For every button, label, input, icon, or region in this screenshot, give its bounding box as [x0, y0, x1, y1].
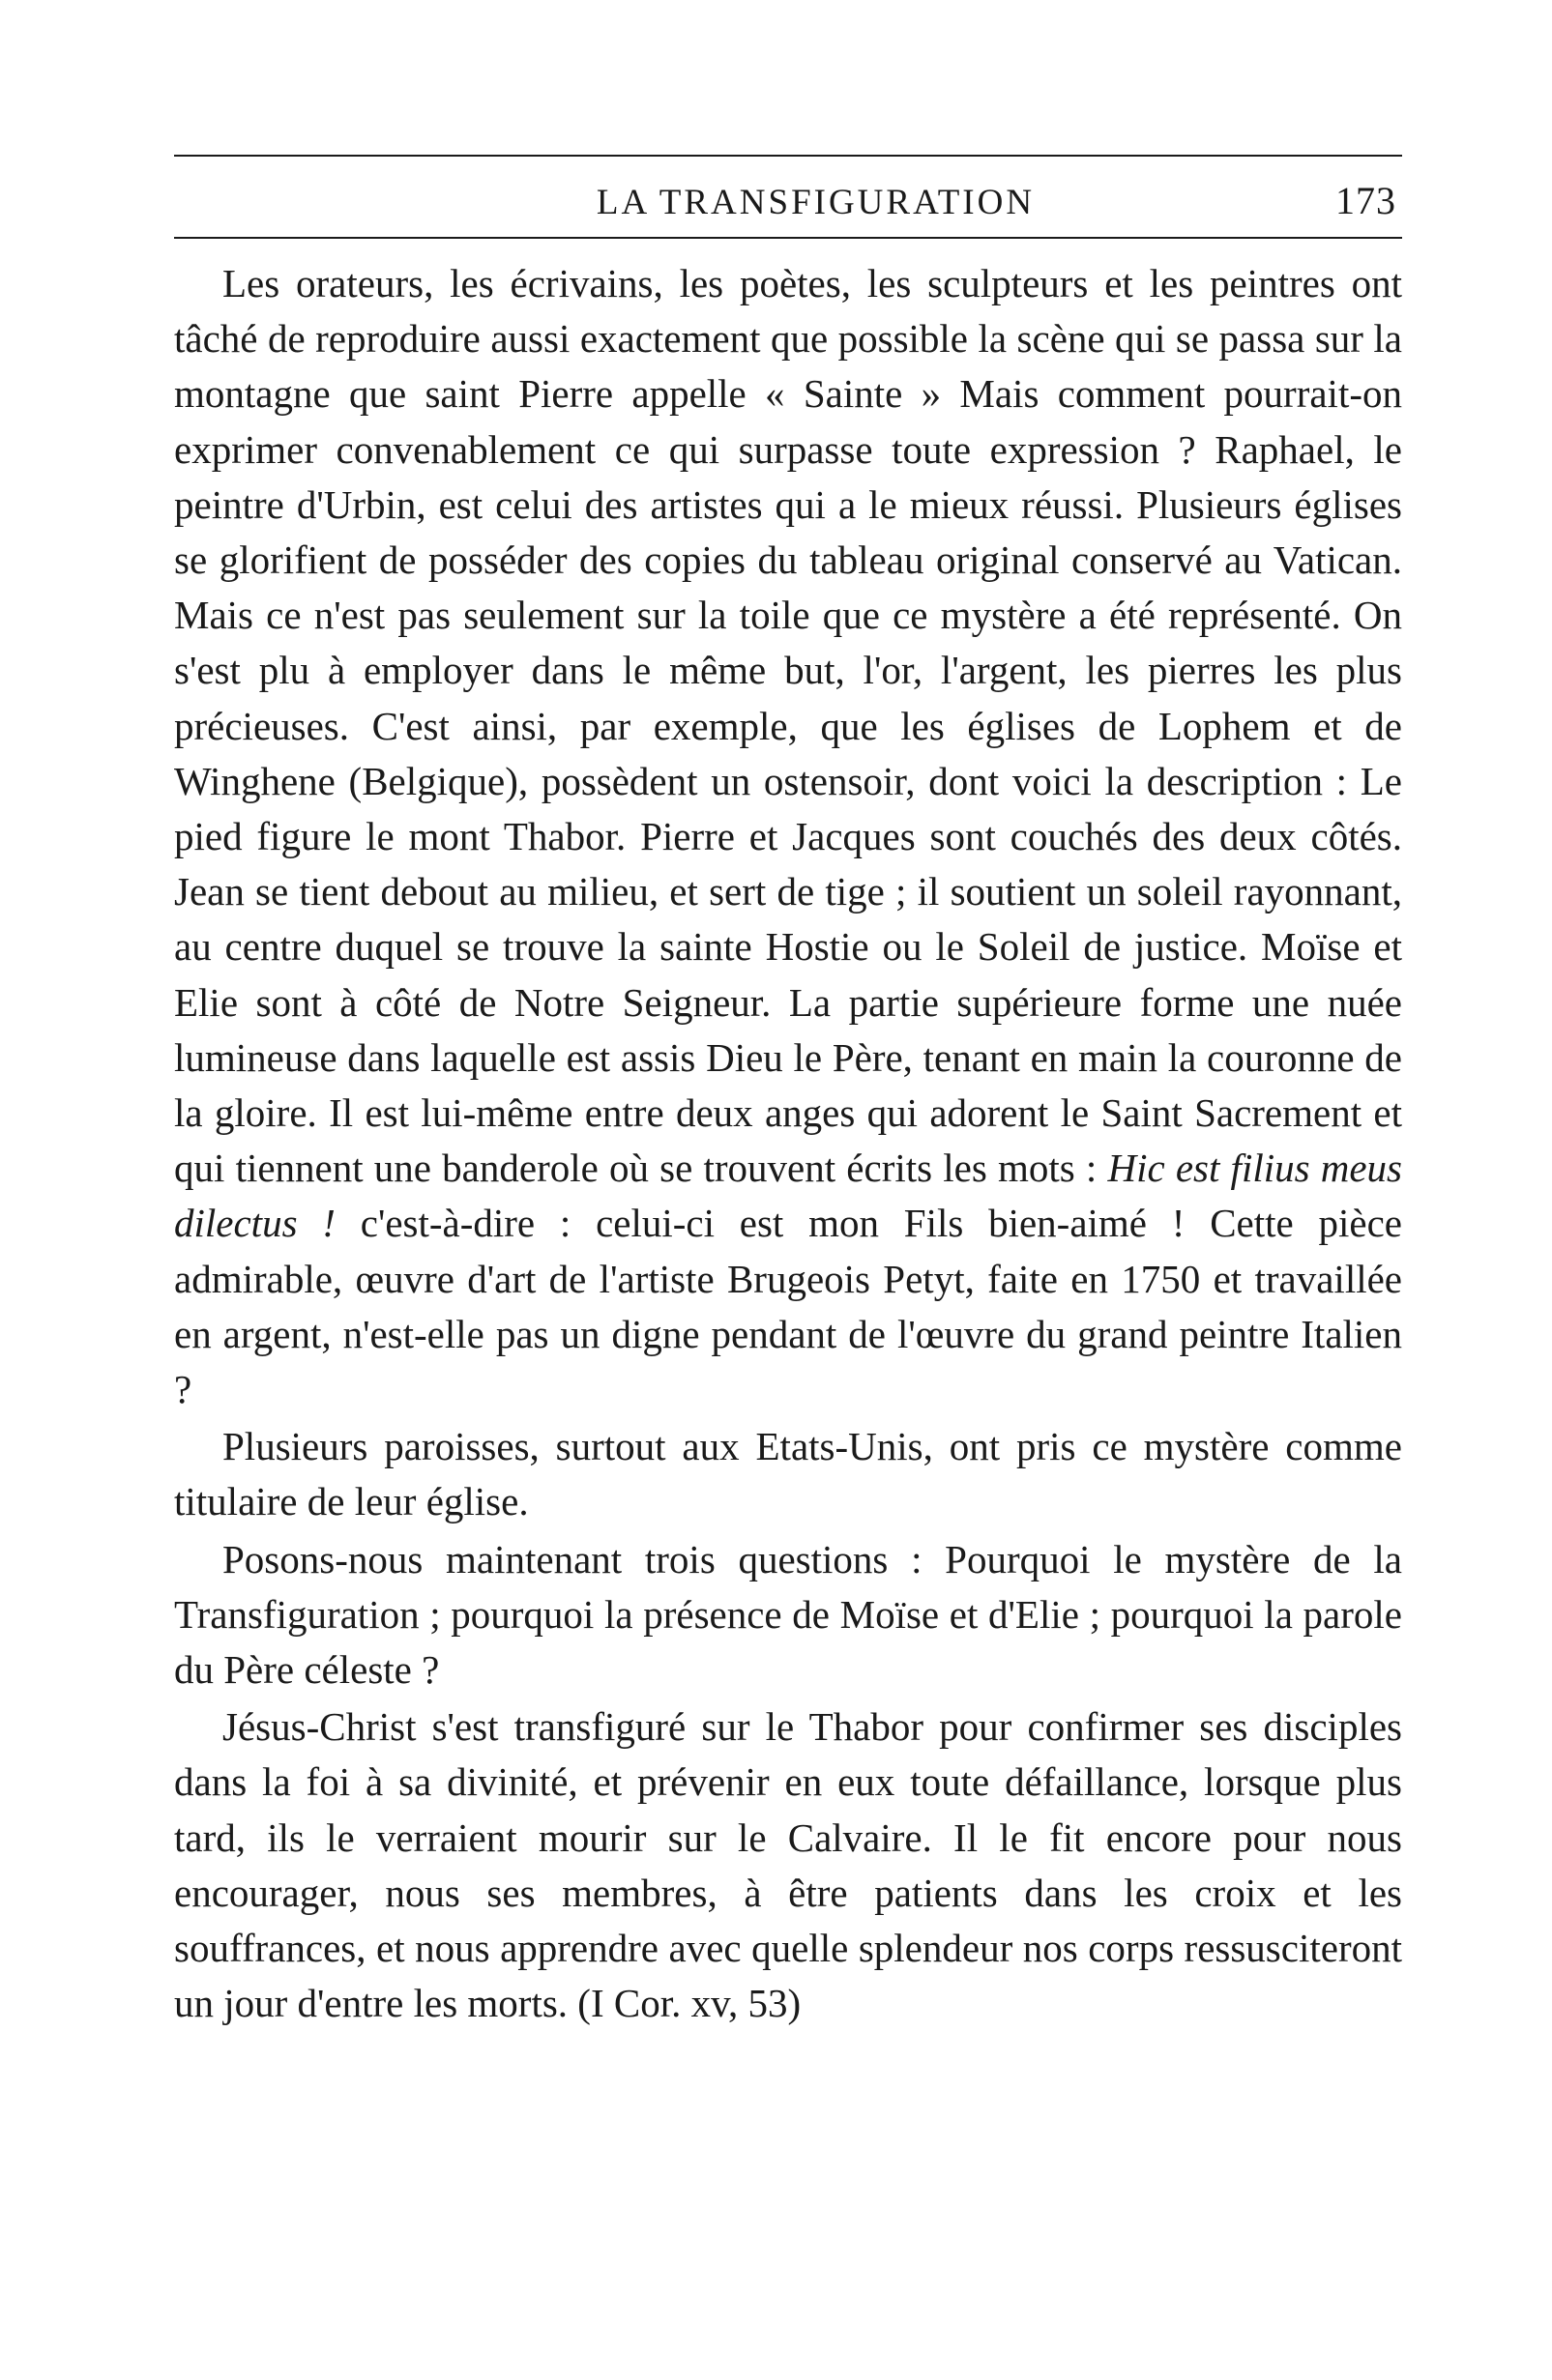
header-rule-bottom	[174, 237, 1402, 239]
paragraph-1-text-b: c'est-à-dire : celui-ci est mon Fils bien-aimé ! Cette pièce admirable, œuvre d'art de l'artiste Brugeois Petyt, faite en 1750 et travaillée en argent, n'est-elle pas un digne pendant de l'œuvre du grand peintre Italien ?	[174, 1201, 1403, 1412]
latin-quotation: Hic est filius meus dilectus !	[174, 1146, 1403, 1246]
running-title: LA TRANSFIGURATION	[596, 183, 1036, 222]
paragraph-3: Posons-nous maintenant trois questions : Pourquoi le mystère de la Transfiguration ; pourquoi la présence de Moïse et d'Elie ; pourquoi la parole du Père céleste ?	[174, 1536, 1402, 1693]
book-page	[174, 155, 1402, 2032]
paragraph-1-text-a: Les orateurs, les écrivains, les poètes, les sculpteurs et les peintres ont tâché de reproduire aussi exactement que possible la scène qui se passa sur la montagne que saint Pierre appelle « Sainte » Mais comment pourrait-on exprimer convenablement ce qui surpasse toute expression ? Raphael, le peintre d'Urbin, est celui des artistes qui a le mieux réussi. Plusieurs églises se glorifient de posséder des copies du tableau original conservé au Vatican. Mais ce n'est pas seulement sur la toile que ce mystère a été représenté. On s'est plu à employer dans le même but, l'or, l'argent, les pierres les plus précieuses. C'est ainsi, par exemple, que les églises de Lophem et de Winghene (Belgique), possèdent un ostensoir, dont voici la description : Le pied figure le mont Thabor. Pierre et Jacques sont couchés des deux côtés. Jean se tient debout au milieu, et sert de tige ; il soutient un soleil rayonnant, au centre duquel se trouve la sainte Hostie ou le Soleil de justice. Moïse et Elie sont à côté de Notre Seigneur. La partie supérieure forme une nuée lumineuse dans laquelle est assis Dieu le Père, tenant en main la couronne de la gloire. Il est lui-même entre deux anges qui adorent le Saint Sacrement et qui tiennent une banderole où se trouvent écrits les mots :	[174, 261, 1402, 1191]
paragraph-2: Plusieurs paroisses, surtout aux Etats-Unis, ont pris ce mystère comme titulaire de leur église.	[174, 1424, 1402, 1524]
running-head	[174, 157, 1402, 237]
page-number: 173	[1335, 179, 1396, 222]
paragraph-1	[174, 256, 1402, 1417]
page-body	[174, 256, 1402, 2032]
paragraph-4: Jésus-Christ s'est transfiguré sur le Thabor pour confirmer ses disciples dans la foi à sa divinité, et prévenir en eux toute défaillance, lorsque plus tard, ils le verraient mourir sur le Calvaire. Il le fit encore pour nous encourager, nous ses membres, à être patients dans les croix et les souffrances, et nous apprendre avec quelle splendeur nos corps ressusciteront un jour d'entre les morts. (I Cor. xv, 53)	[174, 1704, 1402, 2026]
